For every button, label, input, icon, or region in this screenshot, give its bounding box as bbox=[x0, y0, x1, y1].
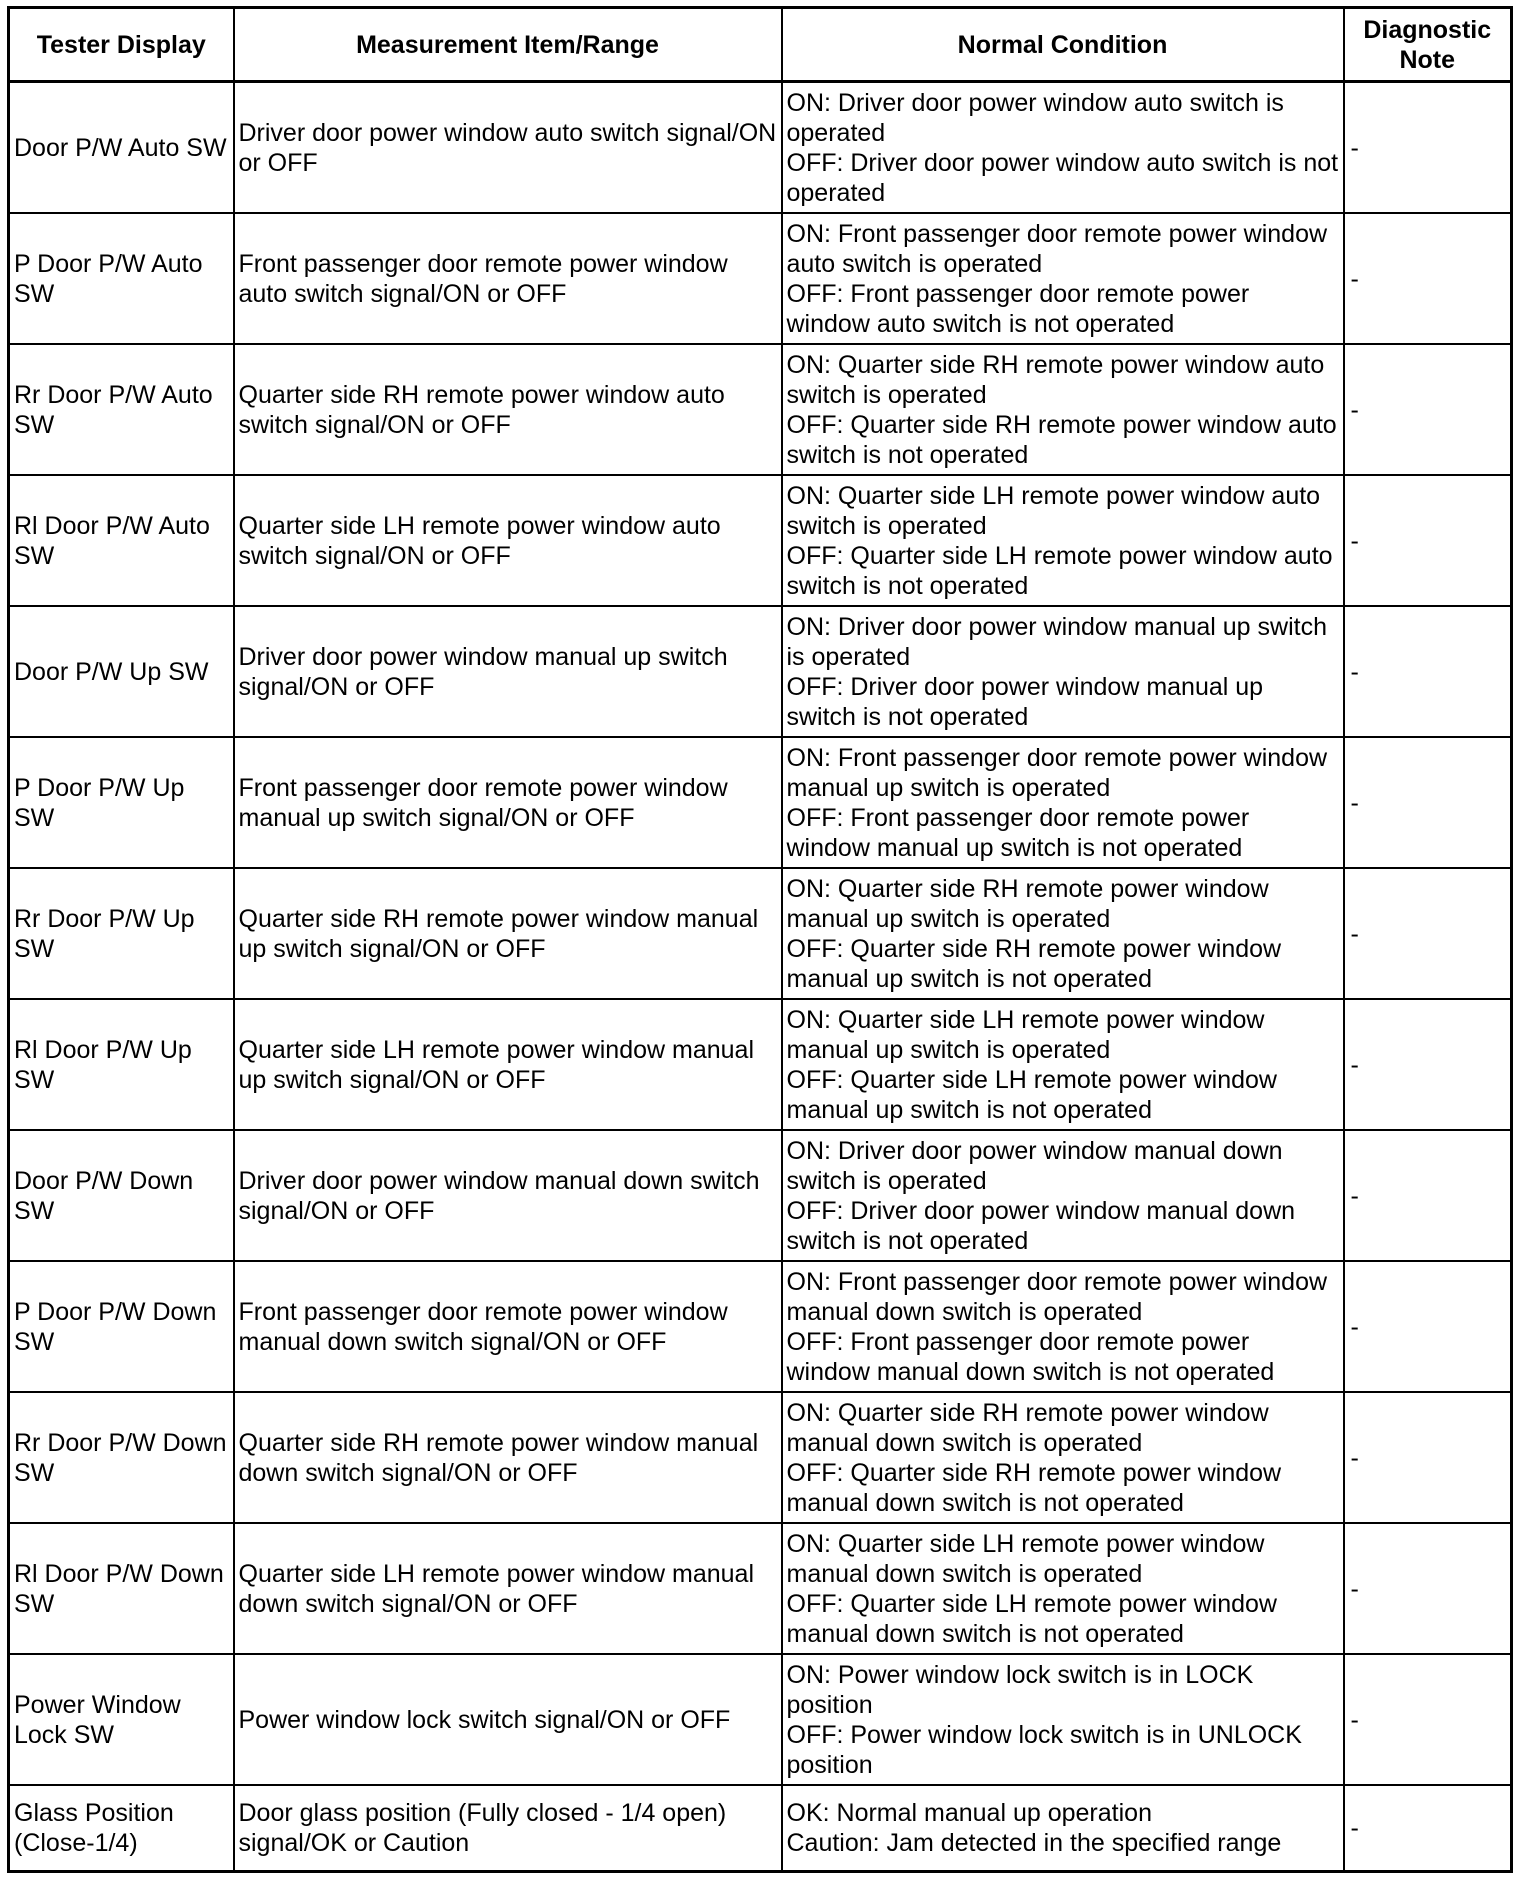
data-monitor-table-wrapper bbox=[7, 6, 1510, 1873]
normal-condition-cell bbox=[782, 1130, 1344, 1261]
header-normal-condition: Normal Condition bbox=[782, 8, 1344, 82]
table-row bbox=[9, 868, 1512, 999]
measurement-cell: Front passenger door remote power window manual down switch signal/ON or OFF bbox=[234, 1261, 782, 1392]
condition-on: OK: Normal manual up operation bbox=[786, 1799, 1152, 1827]
measurement-cell: Quarter side RH remote power window manual up switch signal/ON or OFF bbox=[234, 868, 782, 999]
table-header bbox=[9, 8, 1512, 82]
measurement-cell: Quarter side LH remote power window manual down switch signal/ON or OFF bbox=[234, 1523, 782, 1654]
table-row bbox=[9, 999, 1512, 1130]
normal-condition-cell bbox=[782, 344, 1344, 475]
normal-condition-cell bbox=[782, 1392, 1344, 1523]
measurement-cell: Driver door power window manual down switch signal/ON or OFF bbox=[234, 1130, 782, 1261]
normal-condition-cell bbox=[782, 606, 1344, 737]
diagnostic-note-cell: - bbox=[1344, 1785, 1512, 1872]
table-row bbox=[9, 737, 1512, 868]
condition-on: ON: Driver door power window manual up switch is operated bbox=[786, 612, 1327, 671]
table-row bbox=[9, 1523, 1512, 1654]
condition-on: ON: Quarter side LH remote power window manual down switch is operated bbox=[786, 1529, 1265, 1588]
measurement-cell: Quarter side RH remote power window manual down switch signal/ON or OFF bbox=[234, 1392, 782, 1523]
diagnostic-note-cell: - bbox=[1344, 868, 1512, 999]
condition-on: ON: Front passenger door remote power window manual down switch is operated bbox=[786, 1267, 1328, 1326]
normal-condition-cell bbox=[782, 999, 1344, 1130]
condition-off: OFF: Quarter side RH remote power window manual down switch is not operated bbox=[786, 1458, 1282, 1517]
normal-condition-cell bbox=[782, 1785, 1344, 1872]
tester-display-cell: Rl Door P/W Up SW bbox=[9, 999, 234, 1130]
condition-off: OFF: Quarter side RH remote power window auto switch is not operated bbox=[786, 410, 1337, 469]
normal-condition-cell bbox=[782, 82, 1344, 214]
measurement-cell: Driver door power window auto switch signal/ON or OFF bbox=[234, 82, 782, 214]
normal-condition-cell bbox=[782, 1654, 1344, 1785]
tester-display-cell: Door P/W Down SW bbox=[9, 1130, 234, 1261]
condition-off: OFF: Quarter side RH remote power window manual up switch is not operated bbox=[786, 934, 1282, 993]
condition-off: OFF: Driver door power window manual down switch is not operated bbox=[786, 1196, 1296, 1255]
header-tester-display: Tester Display bbox=[9, 8, 234, 82]
normal-condition-cell bbox=[782, 213, 1344, 344]
condition-off: OFF: Quarter side LH remote power window manual up switch is not operated bbox=[786, 1065, 1277, 1124]
table-row bbox=[9, 1261, 1512, 1392]
condition-off: OFF: Front passenger door remote power window auto switch is not operated bbox=[786, 279, 1250, 338]
tester-display-cell: Rr Door P/W Auto SW bbox=[9, 344, 234, 475]
measurement-cell: Door glass position (Fully closed - 1/4 open) signal/OK or Caution bbox=[234, 1785, 782, 1872]
table-row bbox=[9, 82, 1512, 214]
table-row bbox=[9, 1654, 1512, 1785]
measurement-cell: Driver door power window manual up switch signal/ON or OFF bbox=[234, 606, 782, 737]
normal-condition-cell bbox=[782, 737, 1344, 868]
table-row bbox=[9, 1130, 1512, 1261]
condition-on: ON: Front passenger door remote power window auto switch is operated bbox=[786, 219, 1328, 278]
tester-display-cell: Rl Door P/W Down SW bbox=[9, 1523, 234, 1654]
condition-on: ON: Front passenger door remote power window manual up switch is operated bbox=[786, 743, 1328, 802]
diagnostic-note-cell: - bbox=[1344, 1130, 1512, 1261]
table-row bbox=[9, 475, 1512, 606]
tester-display-cell: Rr Door P/W Down SW bbox=[9, 1392, 234, 1523]
measurement-cell: Quarter side LH remote power window auto switch signal/ON or OFF bbox=[234, 475, 782, 606]
tester-display-cell: Rr Door P/W Up SW bbox=[9, 868, 234, 999]
measurement-cell: Front passenger door remote power window manual up switch signal/ON or OFF bbox=[234, 737, 782, 868]
header-row bbox=[9, 8, 1512, 82]
table-body bbox=[9, 82, 1512, 1872]
tester-display-cell: P Door P/W Up SW bbox=[9, 737, 234, 868]
table-row bbox=[9, 1785, 1512, 1872]
condition-on: ON: Driver door power window manual down switch is operated bbox=[786, 1136, 1283, 1195]
data-monitor-table bbox=[7, 6, 1513, 1873]
measurement-cell: Front passenger door remote power window auto switch signal/ON or OFF bbox=[234, 213, 782, 344]
table-row bbox=[9, 1392, 1512, 1523]
condition-off: Caution: Jam detected in the specified range bbox=[786, 1829, 1282, 1857]
measurement-cell: Quarter side RH remote power window auto switch signal/ON or OFF bbox=[234, 344, 782, 475]
tester-display-cell: Rl Door P/W Auto SW bbox=[9, 475, 234, 606]
header-diagnostic-note: Diagnostic Note bbox=[1344, 8, 1512, 82]
condition-on: ON: Driver door power window auto switch is operated bbox=[786, 88, 1284, 147]
measurement-cell: Quarter side LH remote power window manual up switch signal/ON or OFF bbox=[234, 999, 782, 1130]
condition-on: ON: Quarter side RH remote power window manual down switch is operated bbox=[786, 1398, 1269, 1457]
table-row bbox=[9, 606, 1512, 737]
measurement-cell: Power window lock switch signal/ON or OFF bbox=[234, 1654, 782, 1785]
diagnostic-note-cell: - bbox=[1344, 999, 1512, 1130]
tester-display-cell: Glass Position (Close-1/4) bbox=[9, 1785, 234, 1872]
header-measurement-item: Measurement Item/Range bbox=[234, 8, 782, 82]
condition-on: ON: Quarter side RH remote power window auto switch is operated bbox=[786, 350, 1325, 409]
diagnostic-note-cell: - bbox=[1344, 1654, 1512, 1785]
tester-display-cell: Door P/W Up SW bbox=[9, 606, 234, 737]
diagnostic-note-cell: - bbox=[1344, 213, 1512, 344]
tester-display-cell: Door P/W Auto SW bbox=[9, 82, 234, 214]
condition-on: ON: Power window lock switch is in LOCK position bbox=[786, 1660, 1254, 1719]
normal-condition-cell bbox=[782, 1261, 1344, 1392]
condition-on: ON: Quarter side LH remote power window manual up switch is operated bbox=[786, 1005, 1265, 1064]
diagnostic-note-cell: - bbox=[1344, 475, 1512, 606]
table-row bbox=[9, 344, 1512, 475]
diagnostic-note-cell: - bbox=[1344, 344, 1512, 475]
normal-condition-cell bbox=[782, 1523, 1344, 1654]
condition-on: ON: Quarter side LH remote power window auto switch is operated bbox=[786, 481, 1321, 540]
condition-off: OFF: Driver door power window auto switch is not operated bbox=[786, 148, 1339, 207]
tester-display-cell: P Door P/W Down SW bbox=[9, 1261, 234, 1392]
condition-off: OFF: Driver door power window manual up switch is not operated bbox=[786, 672, 1264, 731]
condition-off: OFF: Quarter side LH remote power window auto switch is not operated bbox=[786, 541, 1333, 600]
normal-condition-cell bbox=[782, 475, 1344, 606]
tester-display-cell: Power Window Lock SW bbox=[9, 1654, 234, 1785]
condition-on: ON: Quarter side RH remote power window manual up switch is operated bbox=[786, 874, 1269, 933]
condition-off: OFF: Front passenger door remote power window manual down switch is not operated bbox=[786, 1327, 1275, 1386]
diagnostic-note-cell: - bbox=[1344, 1261, 1512, 1392]
diagnostic-note-cell: - bbox=[1344, 606, 1512, 737]
condition-off: OFF: Power window lock switch is in UNLOCK position bbox=[786, 1720, 1302, 1779]
diagnostic-note-cell: - bbox=[1344, 737, 1512, 868]
tester-display-cell: P Door P/W Auto SW bbox=[9, 213, 234, 344]
normal-condition-cell bbox=[782, 868, 1344, 999]
diagnostic-note-cell: - bbox=[1344, 82, 1512, 214]
table-row bbox=[9, 213, 1512, 344]
diagnostic-note-cell: - bbox=[1344, 1523, 1512, 1654]
diagnostic-note-cell: - bbox=[1344, 1392, 1512, 1523]
condition-off: OFF: Quarter side LH remote power window manual down switch is not operated bbox=[786, 1589, 1277, 1648]
condition-off: OFF: Front passenger door remote power window manual up switch is not operated bbox=[786, 803, 1250, 862]
